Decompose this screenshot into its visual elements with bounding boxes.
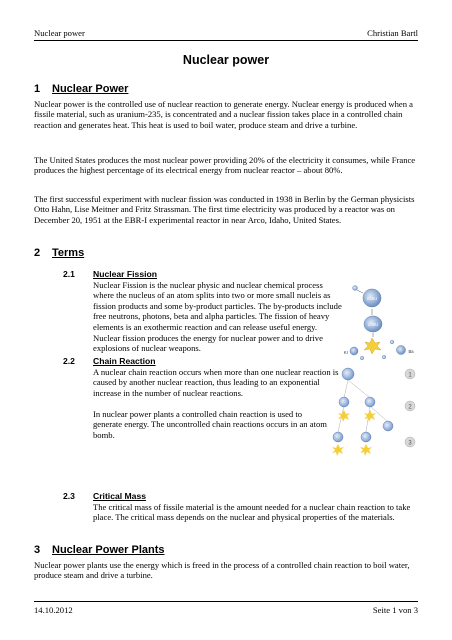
section-3-heading bbox=[34, 544, 165, 556]
section-title: Nuclear Power Plants bbox=[52, 544, 165, 556]
paragraph: The first successful experiment with nuclear fission was conducted in 1938 in Berlin by the German physicists Otto Hahn, Lise Meitner and Fritz Strassman. The first time electricity was produced by a reactor was on December 20, 1951 at the EBR-I experimental reactor in near Arco, Idaho, United States. bbox=[34, 194, 415, 225]
barium-label: Ba bbox=[408, 349, 414, 354]
uranium-235-label: 235U bbox=[366, 296, 378, 301]
krypton-fragment bbox=[350, 347, 358, 355]
paragraph: The United States produces the most nuclear power providing 20% of the electricity it consumes, while France produces the highest percentage of its electrical energy from nuclear reactor – about 80%. bbox=[34, 155, 416, 176]
energy-burst bbox=[338, 410, 350, 422]
chain-reaction-diagram bbox=[326, 362, 422, 464]
nuclear-fission-diagram bbox=[338, 282, 422, 362]
section-2-heading bbox=[34, 247, 84, 259]
krypton-label: Kr bbox=[343, 350, 349, 355]
energy-burst bbox=[364, 338, 381, 354]
section-number: 2 bbox=[34, 247, 41, 259]
subsection-title: Critical Mass bbox=[93, 491, 147, 501]
neutron-particle bbox=[360, 356, 364, 360]
energy-burst bbox=[332, 444, 344, 456]
footer-page-number: Seite 1 von 3 bbox=[372, 605, 418, 615]
neutron-path-arrow bbox=[357, 290, 363, 293]
step-label: 1 bbox=[408, 372, 412, 379]
paragraph: In nuclear power plants a controlled chain reaction is used to generate energy. The uncontrolled chain reactions occurs in an atom bomb. bbox=[93, 409, 327, 440]
subsection-number: 2.3 bbox=[63, 491, 75, 501]
nucleus bbox=[383, 421, 393, 431]
section-number: 3 bbox=[34, 544, 41, 556]
document-title: Nuclear power bbox=[182, 53, 270, 67]
section-number: 1 bbox=[34, 83, 41, 95]
page-header bbox=[34, 26, 418, 41]
subsection-number: 2.2 bbox=[63, 356, 75, 366]
nucleus bbox=[365, 397, 375, 407]
energy-burst bbox=[360, 444, 372, 456]
header-right: Christian Bartl bbox=[367, 28, 418, 38]
footer-date: 14.10.2012 bbox=[34, 605, 73, 615]
nucleus bbox=[342, 368, 354, 380]
section-title: Nuclear Power bbox=[52, 83, 129, 95]
nucleus bbox=[339, 397, 349, 407]
nucleus bbox=[333, 432, 343, 442]
subsection-title: Nuclear Fission bbox=[93, 269, 157, 279]
step-label: 2 bbox=[408, 404, 412, 411]
subsection-number: 2.1 bbox=[63, 269, 75, 279]
paragraph: The critical mass of fissile material is the amount needed for a nuclear chain reaction to take place. The critical mass depends on the nuclear and physical properties of the materials. bbox=[93, 502, 411, 523]
header-left: Nuclear power bbox=[34, 28, 85, 38]
paragraph: A nuclear chain reaction occurs when more than one nuclear reaction is caused by another nuclear reaction, thus leading to an exponential increase in the number of nuclear reactions. bbox=[93, 367, 339, 398]
paragraph: Nuclear power is the controlled use of nuclear reaction to generate energy. Nuclear energy is produced when a fissile material, such as uranium-235, is concentrated and a nuclear fission takes place in a controlled chain reaction and generates heat. This heat is used to boil water, produce steam and drive a turbine. bbox=[34, 99, 413, 130]
page-footer bbox=[34, 601, 418, 616]
paragraph: Nuclear power plants use the energy which is freed in the process of a controlled chain reaction to boil water, produce steam and drive a turbine. bbox=[34, 560, 410, 581]
subsection-title: Chain Reaction bbox=[93, 356, 156, 366]
barium-fragment bbox=[397, 346, 406, 355]
section-title: Terms bbox=[52, 247, 85, 259]
neutron-particle bbox=[353, 286, 358, 291]
neutron-particle bbox=[390, 340, 394, 344]
step-label: 3 bbox=[408, 440, 412, 447]
energy-burst bbox=[364, 410, 376, 422]
nucleus bbox=[361, 432, 371, 442]
section-1-heading bbox=[34, 83, 128, 95]
paragraph: Nuclear fission produces the energy for nuclear power and to drive explosions of nuclear weapons. bbox=[93, 333, 323, 354]
uranium-236-label: 236U bbox=[367, 322, 379, 327]
paragraph: Nuclear Fission is the nuclear physic and nuclear chemical process where the nucleus of an atom splits into two or more small nucleis as fission products and some by-product particles. The by-products include free neutrons, photons, beta and alpha particles. The fission of heavy elements is an exothermic reaction and can release useful energy. bbox=[93, 280, 342, 332]
neutron-particle bbox=[382, 355, 386, 359]
